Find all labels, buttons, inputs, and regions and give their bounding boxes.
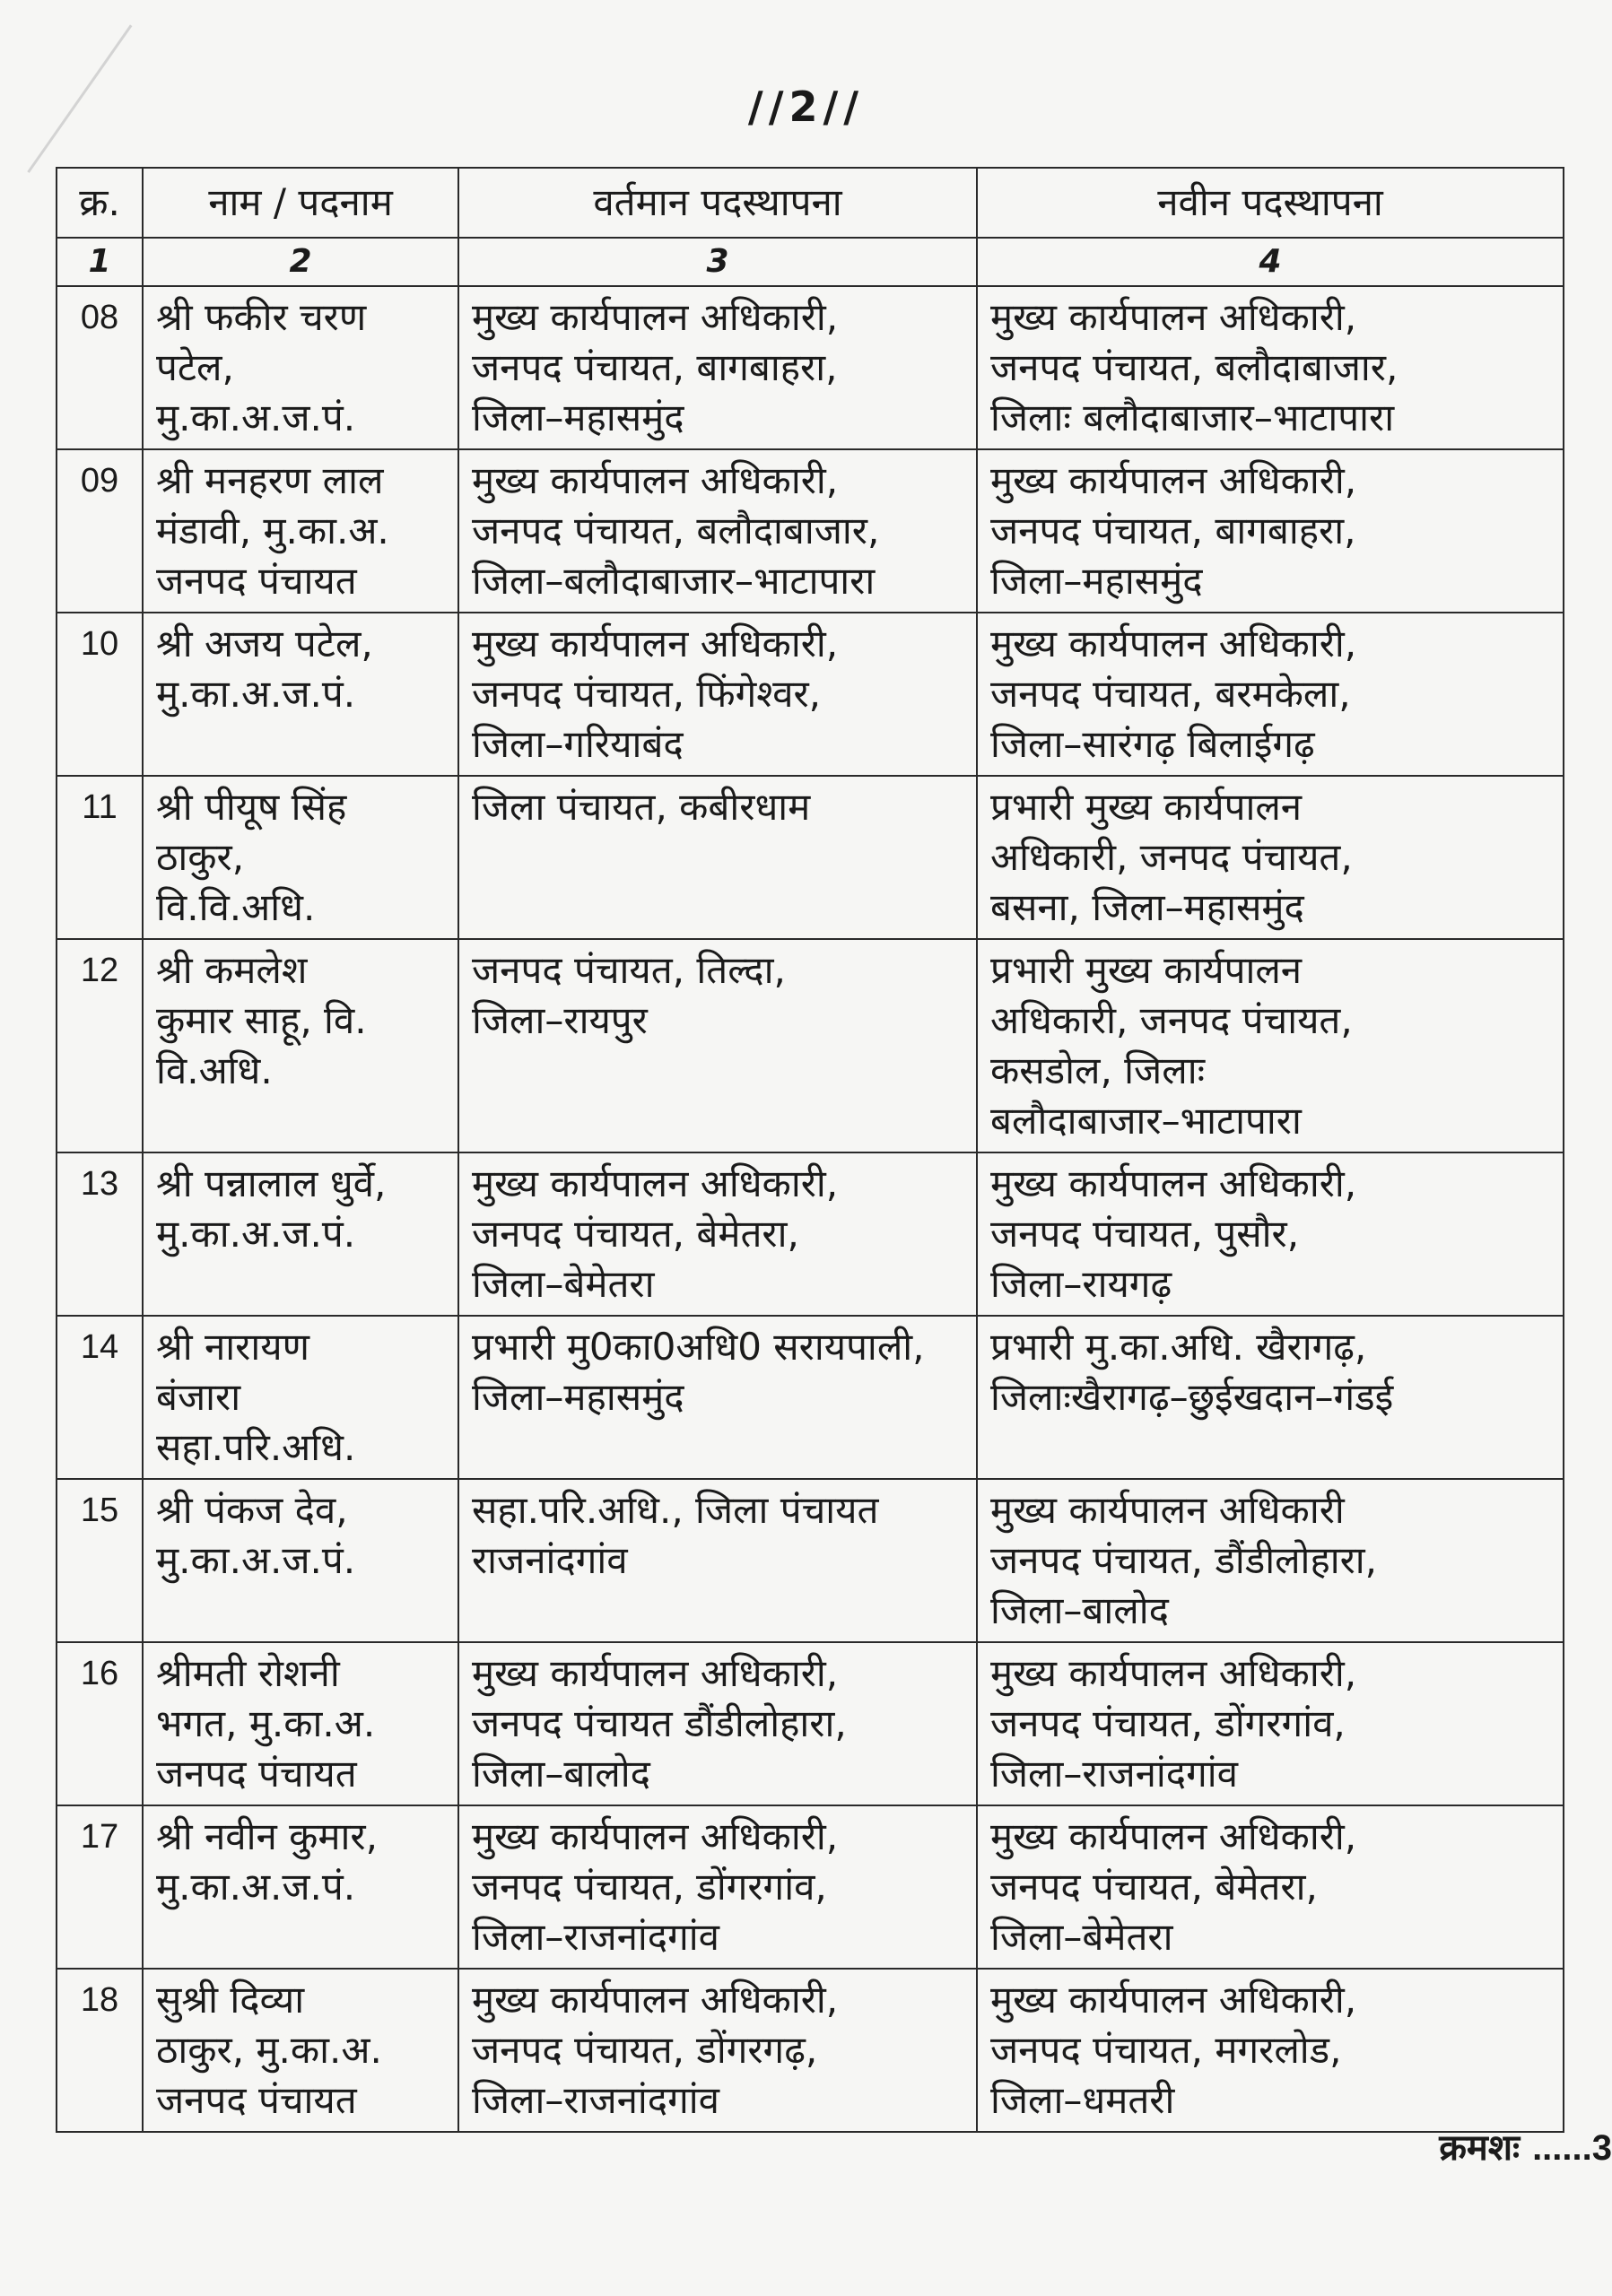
cell-line: जिला–बेमेतरा <box>990 1915 1173 1959</box>
cell-line: जिलाःखैरागढ़–छुईखदान–गंडई <box>990 1375 1394 1419</box>
column-number: 4 <box>977 238 1564 286</box>
cell-new-posting <box>977 286 1564 449</box>
cell-line: अधिकारी, जनपद पंचायत, <box>990 998 1353 1042</box>
cell-new-posting <box>977 1316 1564 1479</box>
cell-new-posting <box>977 1152 1564 1316</box>
cell-name-designation <box>143 613 458 776</box>
cell-line: मुख्य कार्यपालन अधिकारी, <box>990 1161 1357 1205</box>
cell-new-posting <box>977 1969 1564 2132</box>
cell-name-designation <box>143 776 458 939</box>
cell-line: ठाकुर, <box>156 835 245 879</box>
cell-line: जिला–बालोद <box>990 1588 1169 1632</box>
cell-line: प्रभारी मु0का0अधि0 सरायपाली, <box>472 1325 925 1369</box>
table-row <box>57 939 1564 1152</box>
table-row <box>57 1316 1564 1479</box>
continuation-note <box>1439 2121 1612 2170</box>
cell-line: जनपद पंचायत, डोंगरगांव, <box>472 1865 827 1909</box>
cell-line: जनपद पंचायत, बलौदाबाजार, <box>472 509 880 552</box>
cell-serial: 16 <box>57 1642 143 1805</box>
cell-line: बलौदाबाजार–भाटापारा <box>990 1099 1302 1143</box>
table-row <box>57 1969 1564 2132</box>
cell-line: बंजारा <box>156 1375 241 1419</box>
cell-serial: 10 <box>57 613 143 776</box>
cell-current-posting <box>458 1479 977 1642</box>
cell-line: जनपद पंचायत <box>156 1752 357 1796</box>
cell-line: मु.का.अ.ज.पं. <box>156 1538 356 1582</box>
cell-line: श्री अजय पटेल, <box>156 622 373 665</box>
cell-line: सहा.परि.अधि., जिला पंचायत <box>472 1488 879 1532</box>
cell-line: जिला–बेमेतरा <box>472 1262 655 1306</box>
cell-line: जिला–रायगढ़ <box>990 1262 1172 1306</box>
cell-line: जिला–महासमुंद <box>472 396 684 439</box>
cell-line: मुख्य कार्यपालन अधिकारी, <box>472 295 839 339</box>
cell-new-posting <box>977 613 1564 776</box>
table-row <box>57 1479 1564 1642</box>
cell-current-posting <box>458 1969 977 2132</box>
cell-line: मु.का.अ.ज.पं. <box>156 672 356 716</box>
cell-line: जिला पंचायत, कबीरधाम <box>472 785 811 829</box>
cell-line: वि.अधि. <box>156 1048 273 1092</box>
cell-line: मुख्य कार्यपालन अधिकारी <box>990 1488 1345 1532</box>
cell-line: श्री कमलेश <box>156 948 308 992</box>
header-new-posting: नवीन पदस्थापना <box>977 168 1564 238</box>
cell-line: मु.का.अ.ज.पं. <box>156 396 356 439</box>
cell-line: जिला–धमतरी <box>990 2078 1175 2122</box>
cell-line: जिला–महासमुंद <box>472 1375 684 1419</box>
cell-serial: 13 <box>57 1152 143 1316</box>
cell-line: जनपद पंचायत, डोंगरगांव, <box>990 1701 1346 1745</box>
cell-current-posting <box>458 613 977 776</box>
cell-new-posting <box>977 1642 1564 1805</box>
cell-name-designation <box>143 1805 458 1969</box>
cell-serial: 09 <box>57 449 143 613</box>
cell-line: मुख्य कार्यपालन अधिकारी, <box>990 1978 1357 2022</box>
table-row <box>57 613 1564 776</box>
cell-name-designation <box>143 1479 458 1642</box>
continuation-label: क्रमशः <box>1439 2127 1521 2169</box>
table-row <box>57 286 1564 449</box>
cell-line: जिला–महासमुंद <box>990 559 1203 603</box>
cell-line: जिला–बलौदाबाजार–भाटापारा <box>472 559 876 603</box>
cell-line: जनपद पंचायत <box>156 2078 357 2122</box>
cell-line: जनपद पंचायत, फिंगेश्वर, <box>472 672 822 716</box>
cell-line: जिला–गरियाबंद <box>472 722 684 766</box>
cell-line: श्री नवीन कुमार, <box>156 1814 378 1858</box>
table-row <box>57 776 1564 939</box>
header-current-posting: वर्तमान पदस्थापना <box>458 168 977 238</box>
cell-line: बसना, जिला–महासमुंद <box>990 885 1304 929</box>
cell-line: पटेल, <box>156 345 234 389</box>
cell-line: श्री पन्नालाल धुर्वे, <box>156 1161 387 1205</box>
cell-line: मु.का.अ.ज.पं. <box>156 1212 356 1256</box>
cell-line: कसडोल, जिलाः <box>990 1048 1206 1092</box>
cell-line: मुख्य कार्यपालन अधिकारी, <box>990 295 1357 339</box>
cell-line: ठाकुर, मु.का.अ. <box>156 2028 382 2072</box>
cell-name-designation <box>143 1642 458 1805</box>
table-header-row <box>57 168 1564 238</box>
table-row <box>57 1152 1564 1316</box>
cell-line: प्रभारी मुख्य कार्यपालन <box>990 948 1303 992</box>
cell-line: श्री पीयूष सिंह <box>156 785 347 829</box>
cell-line: श्रीमती रोशनी <box>156 1651 340 1695</box>
cell-line: जनपद पंचायत डौंडीलोहारा, <box>472 1701 847 1745</box>
cell-line: श्री नारायण <box>156 1325 309 1369</box>
cell-line: मुख्य कार्यपालन अधिकारी, <box>472 458 839 502</box>
cell-line: मुख्य कार्यपालन अधिकारी, <box>990 1651 1357 1695</box>
cell-line: जनपद पंचायत, मगरलोड, <box>990 2028 1342 2072</box>
column-number: 3 <box>458 238 977 286</box>
cell-serial: 18 <box>57 1969 143 2132</box>
cell-line: जिलाः बलौदाबाजार–भाटापारा <box>990 396 1395 439</box>
cell-line: जनपद पंचायत, बरमकेला, <box>990 672 1351 716</box>
cell-serial: 15 <box>57 1479 143 1642</box>
cell-serial: 11 <box>57 776 143 939</box>
table-row <box>57 449 1564 613</box>
cell-line: मुख्य कार्यपालन अधिकारी, <box>990 622 1357 665</box>
column-number: 1 <box>57 238 143 286</box>
column-number-row <box>57 238 1564 286</box>
cell-current-posting <box>458 1152 977 1316</box>
cell-line: जनपद पंचायत, बेमेतरा, <box>990 1865 1318 1909</box>
cell-line: सुश्री दिव्या <box>156 1978 305 2022</box>
cell-name-designation <box>143 939 458 1152</box>
header-serial: क्र. <box>57 168 143 238</box>
cell-current-posting <box>458 776 977 939</box>
cell-line: मंडावी, मु.का.अ. <box>156 509 389 552</box>
cell-serial: 08 <box>57 286 143 449</box>
cell-line: जनपद पंचायत, तिल्दा, <box>472 948 786 992</box>
cell-current-posting <box>458 1316 977 1479</box>
cell-line: जनपद पंचायत, पुसौर, <box>990 1212 1300 1256</box>
cell-line: प्रभारी मुख्य कार्यपालन <box>990 785 1303 829</box>
cell-name-designation <box>143 1969 458 2132</box>
cell-line: भगत, मु.का.अ. <box>156 1701 376 1745</box>
cell-line: जिला–राजनांदगांव <box>472 2078 719 2122</box>
cell-name-designation <box>143 1152 458 1316</box>
cell-new-posting <box>977 939 1564 1152</box>
cell-line: कुमार साहू, वि. <box>156 998 367 1042</box>
cell-current-posting <box>458 939 977 1152</box>
cell-new-posting <box>977 1805 1564 1969</box>
cell-line: वि.वि.अधि. <box>156 885 316 929</box>
cell-line: जनपद पंचायत, डोंगरगढ़, <box>472 2028 818 2072</box>
table-row <box>57 1805 1564 1969</box>
cell-new-posting <box>977 1479 1564 1642</box>
cell-new-posting <box>977 776 1564 939</box>
page-number: //2// <box>747 83 865 131</box>
cell-line: राजनांदगांव <box>472 1538 628 1582</box>
cell-line: जनपद पंचायत, बेमेतरा, <box>472 1212 799 1256</box>
cell-line: जनपद पंचायत, बलौदाबाजार, <box>990 345 1399 389</box>
cell-name-designation <box>143 449 458 613</box>
table-row <box>57 1642 1564 1805</box>
cell-line: मुख्य कार्यपालन अधिकारी, <box>472 1978 839 2022</box>
cell-line: जिला–राजनांदगांव <box>472 1915 719 1959</box>
cell-line: जिला–राजनांदगांव <box>990 1752 1238 1796</box>
cell-current-posting <box>458 449 977 613</box>
table-body <box>57 286 1564 2132</box>
cell-line: जनपद पंचायत <box>156 559 357 603</box>
cell-line: श्री पंकज देव, <box>156 1488 348 1532</box>
cell-line: प्रभारी मु.का.अधि. खैरागढ़, <box>990 1325 1367 1369</box>
cell-line: अधिकारी, जनपद पंचायत, <box>990 835 1353 879</box>
cell-line: जिला–बालोद <box>472 1752 650 1796</box>
cell-line: मुख्य कार्यपालन अधिकारी, <box>472 1814 839 1858</box>
column-number: 2 <box>143 238 458 286</box>
cell-line: मुख्य कार्यपालन अधिकारी, <box>472 622 839 665</box>
header-name-designation: नाम / पदनाम <box>143 168 458 238</box>
cell-serial: 17 <box>57 1805 143 1969</box>
cell-serial: 14 <box>57 1316 143 1479</box>
cell-name-designation <box>143 286 458 449</box>
cell-line: मु.का.अ.ज.पं. <box>156 1865 356 1909</box>
cell-line: मुख्य कार्यपालन अधिकारी, <box>990 458 1357 502</box>
cell-line: जनपद पंचायत, बागबाहरा, <box>472 345 838 389</box>
cell-line: श्री फकीर चरण <box>156 295 367 339</box>
cell-line: श्री मनहरण लाल <box>156 458 384 502</box>
cell-current-posting <box>458 286 977 449</box>
cell-line: जिला–सारंगढ़ बिलाईगढ़ <box>990 722 1315 766</box>
cell-line: सहा.परि.अधि. <box>156 1425 356 1469</box>
cell-line: मुख्य कार्यपालन अधिकारी, <box>472 1161 839 1205</box>
cell-line: मुख्य कार्यपालन अधिकारी, <box>990 1814 1357 1858</box>
cell-line: जनपद पंचायत, डौंडीलोहारा, <box>990 1538 1378 1582</box>
cell-new-posting <box>977 449 1564 613</box>
cell-line: मुख्य कार्यपालन अधिकारी, <box>472 1651 839 1695</box>
transfer-table <box>56 167 1564 2133</box>
cell-serial: 12 <box>57 939 143 1152</box>
cell-name-designation <box>143 1316 458 1479</box>
continuation-page: ......3 <box>1532 2128 1612 2168</box>
cell-current-posting <box>458 1805 977 1969</box>
cell-line: जनपद पंचायत, बागबाहरा, <box>990 509 1356 552</box>
cell-current-posting <box>458 1642 977 1805</box>
cell-line: जिला–रायपुर <box>472 998 648 1042</box>
